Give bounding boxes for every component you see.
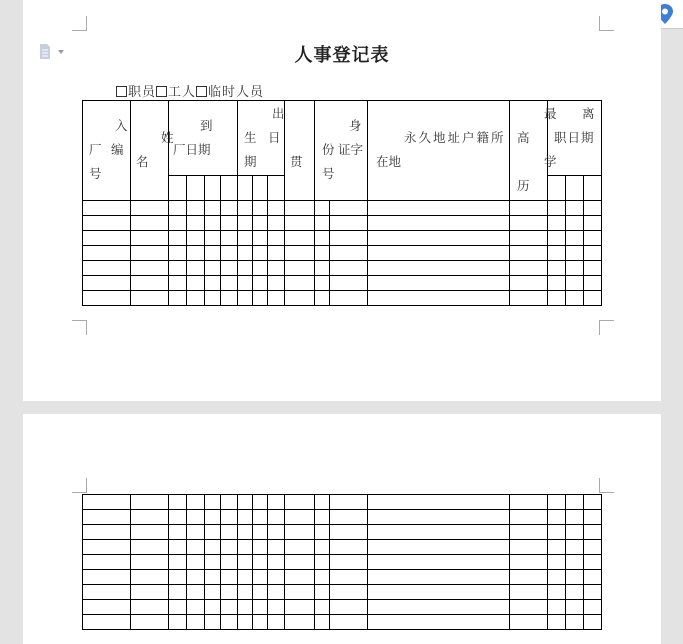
header-birth-3: 日 bbox=[268, 130, 281, 145]
header-address-1: 永久地址户籍所 bbox=[404, 130, 506, 145]
header-entry-no-1: 入 bbox=[115, 118, 128, 133]
header-name-1: 姓 bbox=[161, 130, 174, 145]
document-title: 人事登记表 bbox=[294, 45, 390, 66]
header-name-2: 名 bbox=[136, 154, 149, 169]
header-entry-no-2: 厂 bbox=[89, 142, 102, 157]
staff-checkbox[interactable] bbox=[116, 86, 127, 97]
corner-mark bbox=[599, 320, 614, 335]
header-leave-2: 职日期 bbox=[554, 130, 595, 145]
header-birth-1: 出 bbox=[272, 106, 285, 121]
header-id-2: 份 bbox=[322, 142, 335, 157]
header-id-3: 证字 bbox=[338, 142, 364, 157]
document-page-2 bbox=[23, 414, 661, 644]
corner-mark bbox=[599, 16, 614, 31]
personnel-table-continued bbox=[82, 494, 602, 630]
temporary-checkbox[interactable] bbox=[196, 86, 207, 97]
corner-mark bbox=[599, 478, 614, 493]
header-address-2: 在地 bbox=[376, 154, 402, 169]
staff-label: 职员 bbox=[128, 85, 157, 100]
temporary-label: 临时人员 bbox=[208, 85, 265, 100]
table-header-labels bbox=[82, 100, 602, 198]
header-education-1: 最 bbox=[544, 106, 557, 121]
header-id-1: 身 bbox=[349, 118, 362, 133]
header-birth-2: 生 bbox=[244, 130, 257, 145]
corner-mark bbox=[72, 16, 87, 31]
header-entry-no-3: 编 bbox=[111, 142, 124, 157]
header-id-4: 号 bbox=[322, 166, 335, 181]
corner-mark bbox=[72, 320, 87, 335]
header-education-3: 学 bbox=[544, 154, 557, 169]
header-origin: 贯 bbox=[290, 154, 303, 169]
header-education-2: 高 bbox=[517, 130, 530, 145]
header-education-4: 历 bbox=[517, 178, 530, 193]
category-checkboxes bbox=[116, 81, 264, 100]
corner-mark bbox=[72, 478, 87, 493]
header-entry-no-4: 号 bbox=[89, 166, 102, 181]
worker-label: 工人 bbox=[168, 85, 197, 100]
header-birth-4: 期 bbox=[244, 154, 257, 169]
document-page-1 bbox=[23, 0, 661, 401]
worker-checkbox[interactable] bbox=[156, 86, 167, 97]
header-leave-1: 离 bbox=[582, 106, 595, 121]
header-arrival-2: 厂日期 bbox=[173, 142, 211, 157]
header-arrival-1: 到 bbox=[200, 118, 213, 133]
